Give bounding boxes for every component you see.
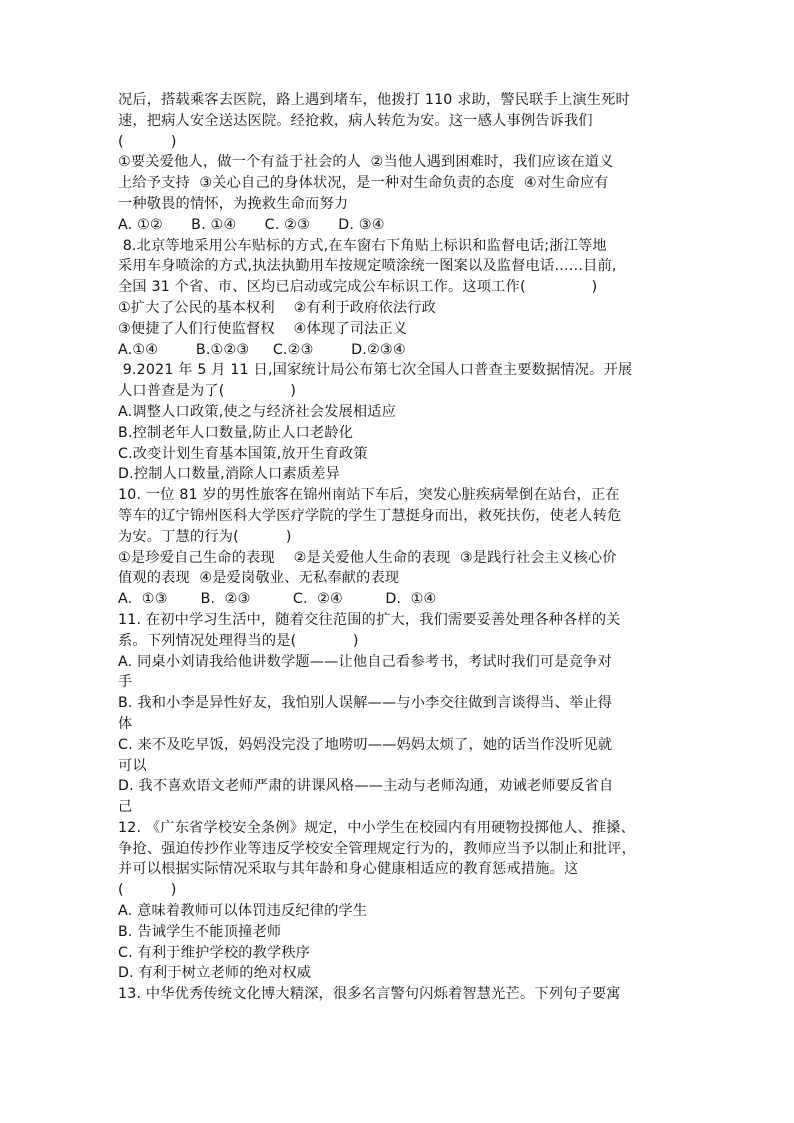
text-line: D. 我不喜欢语文老师严肃的讲课风格——主动与老师沟通，劝诫老师要反省自 — [118, 778, 614, 795]
text-line: 值观的表现 ④是爱岗敬业、无私奉献的表现 — [118, 570, 400, 587]
text-line: 采用车身喷涂的方式,执法执勤用车按规定喷涂统一图案以及监督电话……目前, — [118, 258, 617, 275]
text-line: 体 — [118, 715, 133, 732]
text-line: 况后，搭载乘客去医院，路上遇到堵车，他拨打 110 求助，警民联手上演生死时 — [118, 92, 630, 108]
text-line: 等车的辽宁锦州医科大学医疗学院的学生丁慧挺身而出，救死扶伤，使老人转危 — [118, 507, 622, 524]
text-line: 手 — [118, 674, 133, 691]
text-line: A.①④ B.①②③ C.②③ D.②③④ — [118, 341, 406, 358]
text-line: 一种敬畏的情怀，为挽救生命而努力 — [118, 195, 349, 212]
text-line: ( ) — [118, 133, 177, 150]
text-line: ③便捷了人们行使监督权 ④体现了司法正义 — [118, 320, 408, 337]
document-page — [118, 90, 678, 1005]
text-line: ( ) — [118, 882, 177, 899]
text-line: 人口普查是为了( ) — [118, 383, 297, 400]
text-line: 13. 中华优秀传统文化博大精深，很多名言警句闪烁着智慧光芒。下列句子要寓 — [118, 986, 621, 1003]
text-line: 全国 31 个省、市、区均已启动或完成公车标识工作。这项工作( ) — [118, 279, 598, 296]
text-line: ①扩大了公民的基本权利 ②有利于政府依法行政 — [118, 299, 437, 316]
text-line: 8.北京等地采用公车贴标的方式,在车窗右下角贴上标识和监督电话;浙江等地 — [118, 237, 607, 254]
text-line: B. 告诫学生不能顶撞老师 — [118, 923, 282, 940]
text-line: 11. 在初中学习生活中，随着交往范围的扩大，我们需要妥善处理各种各样的关 — [118, 611, 621, 628]
text-line: A. ①② B. ①④ C. ②③ D. ③④ — [118, 216, 385, 233]
text-line: A. 意味着教师可以体罚违反纪律的学生 — [118, 903, 368, 920]
text-line: 系。下列情况处理得当的是( ) — [118, 632, 359, 649]
text-line: 争抢、强迫传抄作业等违反学校安全管理规定行为的，教师应当予以制止和批评， — [118, 840, 636, 857]
text-line: A. ①③ B. ②③ C. ②④ D. ①④ — [118, 591, 437, 608]
text-line: C. 来不及吃早饭，妈妈没完没了地唠叨——妈妈太烦了，她的话当作没听见就 — [118, 736, 613, 753]
text-line: A. 同桌小刘请我给他讲数学题——让他自己看参考书，考试时我们可是竞争对 — [118, 653, 612, 670]
text-line: ①要关爱他人，做一个有益于社会的人 ②当他人遇到困难时，我们应该在道义 — [118, 154, 614, 171]
text-line: 速，把病人安全送达医院。经抢救，病人转危为安。这一感人事例告诉我们 — [118, 112, 593, 129]
text-line: A.调整人口政策,使之与经济社会发展相适应 — [118, 403, 397, 420]
text-line: C.改变计划生育基本国策,放开生育政策 — [118, 445, 368, 462]
text-line: B. 我和小李是异性好友，我怕别人误解——与小李交往做到言谈得当、举止得 — [118, 695, 613, 712]
text-line: D. 有利于树立老师的绝对权威 — [118, 965, 312, 982]
text-line: 并可以根据实际情况采取与其年龄和身心健康相适应的教育惩戒措施。这 — [118, 861, 579, 878]
text-line: 为安。丁慧的行为( ) — [118, 528, 292, 545]
text-line: B.控制老年人口数量,防止人口老龄化 — [118, 424, 354, 441]
text-line: ①是珍爱自己生命的表现 ②是关爱他人生命的表现 ③是践行社会主义核心价 — [118, 549, 617, 566]
text-line: 可以 — [118, 757, 147, 774]
text-line: 10. 一位 81 岁的男性旅客在锦州南站下车后，突发心脏疾病晕倒在站台，正在 — [118, 487, 620, 504]
text-line: 9.2021 年 5 月 11 日,国家统计局公布第七次全国人口普查主要数据情况。开展 — [118, 362, 633, 379]
text-line: D.控制人口数量,消除人口素质差异 — [118, 466, 340, 483]
text-line: 12. 《广东省学校安全条例》规定，中小学生在校园内有用硬物投掷他人、推搡、 — [118, 819, 636, 836]
text-line: 己 — [118, 799, 133, 816]
text-line: C. 有利于维护学校的教学秩序 — [118, 944, 311, 961]
text-line: 上给予支持 ③关心自己的身体状况，是一种对生命负责的态度 ④对生命应有 — [118, 175, 609, 192]
